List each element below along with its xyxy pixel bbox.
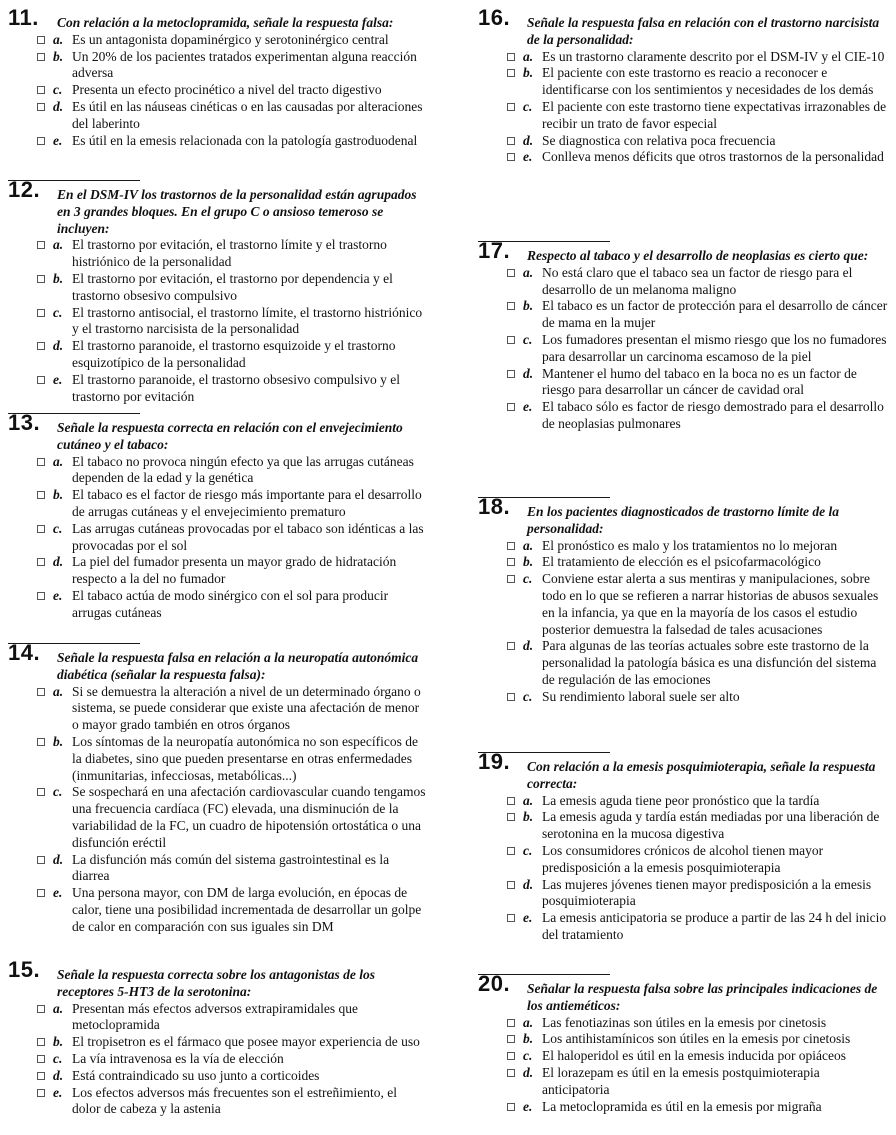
checkbox-icon[interactable]	[37, 458, 45, 466]
answer-option-14-1[interactable]	[8, 684, 428, 734]
option-letter: b.	[53, 487, 64, 503]
question-header	[478, 494, 890, 538]
answer-option-12-4[interactable]	[8, 338, 428, 372]
checkbox-icon[interactable]	[507, 137, 515, 145]
question-16	[478, 5, 890, 166]
option-letter: c.	[53, 304, 63, 320]
checkbox-icon[interactable]	[507, 542, 515, 550]
option-text: El trastorno paranoide, el trastorno obsesivo compulsivo y el trastorno por evitación	[72, 371, 401, 404]
option-text: Conlleva menos déficits que otros trastornos de la personalidad	[542, 149, 884, 165]
answer-option-14-2[interactable]	[8, 734, 428, 784]
option-letter: d.	[53, 338, 64, 354]
option-letter: d.	[523, 132, 534, 148]
option-letter: c.	[523, 571, 533, 587]
checkbox-icon[interactable]	[37, 1005, 45, 1013]
option-text: El tabaco no provoca ningún efecto ya que las arrugas cutáneas dependen de la edad y la genética	[72, 453, 414, 486]
option-letter: e.	[53, 132, 63, 148]
option-text: La metoclopramida es útil en la emesis por migraña	[542, 1098, 822, 1114]
option-text: Un 20% de los pacientes tratados experimentan alguna reacción adversa	[72, 48, 417, 81]
option-text: Mantener el humo del tabaco en la boca no es un factor de riesgo para desarrollar un cáncer de cavidad oral	[542, 365, 857, 398]
option-letter: e.	[523, 399, 533, 415]
checkbox-icon[interactable]	[37, 275, 45, 283]
option-text: El haloperidol es útil en la emesis inducida por opiáceos	[542, 1048, 847, 1064]
option-text: Los fumadores presentan el mismo riesgo que los no fumadores para desarrollar un carcinoma escamoso de la piel	[542, 331, 887, 364]
option-text: El trastorno paranoide, el trastorno esquizoide y el trastorno esquizotípico de la personalidad	[72, 338, 396, 370]
checkbox-icon[interactable]	[507, 69, 515, 77]
option-list	[8, 237, 428, 405]
answer-option-18-2[interactable]	[478, 554, 890, 571]
option-text: El lorazepam es útil en la emesis postquimioterapia anticipatoria	[542, 1064, 820, 1097]
answer-option-20-3[interactable]	[478, 1048, 890, 1065]
option-text: Conviene estar alerta a sus mentiras y manipulaciones, sobre todo en lo que se refieren a narrar historias de abusos sexuales en la infancia, ya que en la mayoría de los casos el estudio posterior demuestra la falsedad de tales acusaciones	[542, 571, 879, 637]
option-letter: b.	[523, 298, 534, 314]
checkbox-icon[interactable]	[37, 103, 45, 111]
checkbox-icon[interactable]	[37, 1055, 45, 1063]
answer-option-12-3[interactable]	[8, 305, 428, 339]
option-text: El paciente con este trastorno tiene expectativas irrazonables de recibir un trato de favor especial	[542, 98, 887, 131]
option-list	[478, 538, 890, 706]
checkbox-icon[interactable]	[507, 269, 515, 277]
option-text: Una persona mayor, con DM de larga evolución, en épocas de calor, tiene una posibilidad incrementada de desarrollar un golpe de calor en comparación con sus iguales sin DM	[72, 885, 422, 934]
checkbox-icon[interactable]	[507, 336, 515, 344]
question-number: 19.	[478, 749, 511, 774]
answer-option-14-5[interactable]	[8, 885, 428, 935]
checkbox-icon[interactable]	[507, 797, 515, 805]
option-letter: b.	[523, 809, 534, 825]
option-text: Los síntomas de la neuropatía autonómica no son específicos de la diabetes, sino que pueden presentarse en otras enfermedades (inmunitarias, infecciosas, metabólicas...)	[72, 733, 419, 783]
checkbox-icon[interactable]	[507, 1069, 515, 1077]
answer-option-18-1[interactable]	[478, 538, 890, 555]
answer-option-15-4[interactable]	[8, 1068, 428, 1085]
question-header	[478, 971, 890, 1015]
checkbox-icon[interactable]	[507, 813, 515, 821]
answer-option-16-2[interactable]	[478, 65, 890, 99]
answer-option-19-4[interactable]	[478, 877, 890, 911]
question-stem: En los pacientes diagnosticados de trastorno límite de la personalidad:	[527, 504, 840, 536]
checkbox-icon[interactable]	[37, 376, 45, 384]
checkbox-icon[interactable]	[507, 103, 515, 111]
checkbox-icon[interactable]	[37, 525, 45, 533]
option-text: Las mujeres jóvenes tienen mayor predisposición a la emesis posquimioterapia	[542, 876, 872, 909]
question-number: 16.	[478, 5, 511, 30]
answer-option-18-4[interactable]	[478, 638, 890, 688]
option-text: El trastorno por evitación, el trastorno límite y el trastorno histriónico de la personalidad	[72, 237, 387, 270]
checkbox-icon[interactable]	[507, 403, 515, 411]
option-text: Se sospechará en una afectación cardiovascular cuando tengamos una frecuencia cardíaca (FC) elevada, una disminución de la variabilidad de la FC, un cuadro de hipotensión ortostática o una disfunción eréctil	[72, 784, 426, 850]
checkbox-icon[interactable]	[37, 1089, 45, 1097]
option-letter: a.	[53, 31, 64, 47]
answer-option-12-5[interactable]	[8, 372, 428, 406]
option-letter: d.	[523, 876, 534, 892]
answer-option-20-5[interactable]	[478, 1099, 890, 1116]
question-stem: Señalar la respuesta falsa sobre las principales indicaciones de los antieméticos:	[527, 981, 878, 1013]
option-text: Los consumidores crónicos de alcohol tienen mayor predisposición a la emesis posquimioterapia	[542, 842, 824, 875]
option-letter: c.	[523, 331, 533, 347]
answer-option-13-3[interactable]	[8, 521, 428, 555]
option-letter: a.	[53, 1000, 64, 1016]
option-list	[478, 1015, 890, 1116]
option-text: La vía intravenosa es la vía de elección	[72, 1050, 284, 1066]
option-text: Es útil en las náuseas cinéticas o en las causadas por alteraciones del laberinto	[72, 98, 423, 131]
answer-option-11-1[interactable]	[8, 32, 428, 49]
option-text: El paciente con este trastorno es reacio a reconocer e identificarse con los sentimientos y necesidades de los demás	[542, 65, 874, 98]
checkbox-icon[interactable]	[37, 36, 45, 44]
option-letter: a.	[523, 264, 534, 280]
option-letter: c.	[53, 520, 63, 536]
question-header	[8, 5, 428, 32]
checkbox-icon[interactable]	[507, 1035, 515, 1043]
option-text: La emesis aguda y tardía están mediadas por una liberación de serotonina en la mucosa digestiva	[542, 809, 880, 842]
answer-option-13-1[interactable]	[8, 454, 428, 488]
option-text: Está contraindicado su uso junto a corticoides	[72, 1067, 320, 1083]
question-header	[8, 177, 428, 237]
question-20	[478, 971, 890, 1115]
checkbox-icon[interactable]	[37, 592, 45, 600]
answer-option-19-3[interactable]	[478, 843, 890, 877]
checkbox-icon[interactable]	[37, 738, 45, 746]
checkbox-icon[interactable]	[37, 241, 45, 249]
option-letter: a.	[523, 792, 534, 808]
question-number: 12.	[8, 177, 41, 202]
option-list	[8, 684, 428, 936]
answer-option-12-2[interactable]	[8, 271, 428, 305]
option-letter: d.	[523, 638, 534, 654]
question-stem: En el DSM-IV los trastornos de la personalidad están agrupados en 3 grandes bloques. En el grupo C o ansioso temeroso se incluyen:	[57, 187, 417, 236]
checkbox-icon[interactable]	[37, 856, 45, 864]
question-stem: Señale la respuesta correcta sobre los antagonistas de los receptores 5-HT3 de la serotonina:	[57, 967, 376, 999]
question-number: 13.	[8, 410, 41, 435]
option-text: La piel del fumador presenta un mayor grado de hidratación respecto a la del no fumador	[72, 554, 397, 587]
checkbox-icon[interactable]	[37, 309, 45, 317]
option-text: Es útil en la emesis relacionada con la patología gastroduodenal	[72, 132, 418, 148]
option-text: El tabaco sólo es factor de riesgo demostrado para el desarrollo de neoplasias pulmonares	[542, 399, 884, 431]
option-letter: a.	[53, 453, 64, 469]
answer-option-19-1[interactable]	[478, 793, 890, 810]
checkbox-icon[interactable]	[507, 302, 515, 310]
option-letter: b.	[523, 65, 534, 81]
option-text: Para algunas de las teorías actuales sobre este trastorno de la personalidad la patología básica es una disfunción del sistema de regulación de las emociones	[542, 638, 877, 687]
option-list	[478, 793, 890, 944]
option-letter: e.	[523, 910, 533, 926]
checkbox-icon[interactable]	[507, 847, 515, 855]
answer-option-13-5[interactable]	[8, 588, 428, 622]
question-12	[8, 177, 428, 405]
option-text: Presentan más efectos adversos extrapiramidales que metoclopramida	[72, 1000, 359, 1033]
answer-option-14-3[interactable]	[8, 784, 428, 851]
checkbox-icon[interactable]	[507, 575, 515, 583]
option-list	[478, 265, 890, 433]
answer-option-15-3[interactable]	[8, 1051, 428, 1068]
answer-option-18-3[interactable]	[478, 571, 890, 638]
option-letter: c.	[53, 1050, 63, 1066]
option-text: El tabaco es el factor de riesgo más importante para el desarrollo de arrugas cutáneas y el envejecimiento prematuro	[72, 487, 422, 519]
answer-option-15-5[interactable]	[8, 1085, 428, 1119]
option-letter: d.	[53, 554, 64, 570]
option-letter: c.	[523, 1048, 533, 1064]
checkbox-icon[interactable]	[37, 788, 45, 796]
answer-option-16-3[interactable]	[478, 99, 890, 133]
option-text: El tratamiento de elección es el psicofarmacológico	[542, 554, 821, 570]
answer-option-13-4[interactable]	[8, 554, 428, 588]
option-letter: d.	[523, 1064, 534, 1080]
question-number: 17.	[478, 238, 511, 263]
question-header	[8, 957, 428, 1001]
option-list	[8, 32, 428, 150]
option-letter: d.	[53, 98, 64, 114]
answer-option-17-4[interactable]	[478, 366, 890, 400]
checkbox-icon[interactable]	[507, 1019, 515, 1027]
option-letter: b.	[523, 554, 534, 570]
checkbox-icon[interactable]	[507, 370, 515, 378]
option-text: La disfunción más común del sistema gastrointestinal es la diarrea	[72, 851, 390, 884]
option-letter: a.	[523, 48, 534, 64]
option-letter: b.	[523, 1031, 534, 1047]
option-letter: e.	[53, 885, 63, 901]
option-text: Es un antagonista dopaminérgico y serotoninérgico central	[72, 31, 389, 47]
option-text: El tabaco es un factor de protección para el desarrollo de cáncer de mama en la mujer	[542, 298, 888, 331]
answer-option-19-5[interactable]	[478, 910, 890, 944]
answer-option-20-4[interactable]	[478, 1065, 890, 1099]
question-14	[8, 640, 428, 936]
option-letter: d.	[53, 1067, 64, 1083]
checkbox-icon[interactable]	[37, 889, 45, 897]
question-17	[478, 238, 890, 433]
option-text: Si se demuestra la alteración a nivel de un determinado órgano o sistema, se puede considerar que existe una afectación de menor o mayor grado también en otros órganos	[72, 683, 421, 733]
checkbox-icon[interactable]	[507, 1103, 515, 1111]
checkbox-icon[interactable]	[507, 153, 515, 161]
question-number: 18.	[478, 494, 511, 519]
answer-option-14-4[interactable]	[8, 852, 428, 886]
question-number: 11.	[8, 5, 39, 30]
option-letter: e.	[53, 371, 63, 387]
checkbox-icon[interactable]	[37, 491, 45, 499]
answer-option-13-2[interactable]	[8, 487, 428, 521]
option-text: El tabaco actúa de modo sinérgico con el sol para producir arrugas cutáneas	[72, 587, 389, 620]
answer-option-20-2[interactable]	[478, 1031, 890, 1048]
option-letter: a.	[53, 237, 64, 253]
question-11	[8, 5, 428, 149]
option-text: Se diagnostica con relativa poca frecuencia	[542, 132, 776, 148]
option-letter: b.	[53, 270, 64, 286]
checkbox-icon[interactable]	[507, 1052, 515, 1060]
checkbox-icon[interactable]	[37, 1072, 45, 1080]
checkbox-icon[interactable]	[507, 53, 515, 61]
answer-option-16-1[interactable]	[478, 49, 890, 66]
option-text: El pronóstico es malo y los tratamientos no lo mejoran	[542, 537, 838, 553]
option-text: Los antihistamínicos son útiles en la emesis por cinetosis	[542, 1031, 851, 1047]
option-letter: e.	[523, 1098, 533, 1114]
answer-option-17-2[interactable]	[478, 298, 890, 332]
option-letter: a.	[53, 683, 64, 699]
option-text: Su rendimiento laboral suele ser alto	[542, 688, 740, 704]
question-header	[478, 238, 890, 265]
option-letter: b.	[53, 1034, 64, 1050]
answer-option-11-5[interactable]	[8, 133, 428, 150]
option-text: Es un trastorno claramente descrito por el DSM-IV y el CIE-10	[542, 48, 885, 64]
checkbox-icon[interactable]	[507, 914, 515, 922]
option-letter: c.	[53, 82, 63, 98]
answer-option-16-4[interactable]	[478, 133, 890, 150]
option-text: Los efectos adversos más frecuentes son el estreñimiento, el dolor de cabeza y la astenia	[72, 1084, 398, 1117]
question-stem: Respecto al tabaco y el desarrollo de neoplasias es cierto que:	[527, 248, 869, 263]
option-letter: c.	[523, 842, 533, 858]
option-list	[478, 49, 890, 167]
option-letter: d.	[53, 851, 64, 867]
answer-option-18-5[interactable]	[478, 689, 890, 706]
option-text: Las fenotiazinas son útiles en la emesis por cinetosis	[542, 1014, 827, 1030]
question-stem: Señale la respuesta falsa en relación a la neuropatía autonómica diabética (señalar la respuesta falsa):	[57, 650, 419, 682]
answer-option-19-2[interactable]	[478, 809, 890, 843]
question-stem: Señale la respuesta falsa en relación con el trastorno narcisista de la personalidad:	[527, 15, 880, 47]
option-letter: e.	[53, 587, 63, 603]
question-19	[478, 749, 890, 944]
option-letter: e.	[523, 149, 533, 165]
answer-option-11-2[interactable]	[8, 49, 428, 83]
option-text: El trastorno por evitación, el trastorno por dependencia y el trastorno obsesivo compulsivo	[72, 270, 393, 303]
checkbox-icon[interactable]	[507, 558, 515, 566]
option-letter: e.	[53, 1084, 63, 1100]
answer-option-17-3[interactable]	[478, 332, 890, 366]
checkbox-icon[interactable]	[37, 558, 45, 566]
answer-option-15-2[interactable]	[8, 1034, 428, 1051]
question-header	[478, 5, 890, 49]
question-15	[8, 957, 428, 1118]
checkbox-icon[interactable]	[37, 137, 45, 145]
answer-option-20-1[interactable]	[478, 1015, 890, 1032]
question-number: 15.	[8, 957, 41, 982]
question-18	[478, 494, 890, 706]
question-13	[8, 410, 428, 622]
option-letter: a.	[523, 1014, 534, 1030]
option-letter: b.	[53, 48, 64, 64]
option-letter: c.	[523, 688, 533, 704]
checkbox-icon[interactable]	[37, 342, 45, 350]
answer-option-17-1[interactable]	[478, 265, 890, 299]
option-text: El tropisetron es el fármaco que posee mayor experiencia de uso	[72, 1034, 420, 1050]
answer-option-11-3[interactable]	[8, 82, 428, 99]
answer-option-12-1[interactable]	[8, 237, 428, 271]
option-letter: c.	[523, 98, 533, 114]
checkbox-icon[interactable]	[507, 642, 515, 650]
option-letter: c.	[53, 784, 63, 800]
answer-option-11-4[interactable]	[8, 99, 428, 133]
option-list	[8, 454, 428, 622]
checkbox-icon[interactable]	[37, 86, 45, 94]
checkbox-icon[interactable]	[507, 881, 515, 889]
question-header	[8, 410, 428, 454]
option-letter: d.	[523, 365, 534, 381]
question-number: 20.	[478, 971, 511, 996]
answer-option-15-1[interactable]	[8, 1001, 428, 1035]
option-text: El trastorno antisocial, el trastorno límite, el trastorno histriónico y el trastorno narcisista de la personalidad	[72, 304, 423, 337]
option-letter: a.	[523, 537, 534, 553]
checkbox-icon[interactable]	[37, 1038, 45, 1046]
option-text: La emesis aguda tiene peor pronóstico que la tardía	[542, 792, 820, 808]
answer-option-16-5[interactable]	[478, 149, 890, 166]
option-text: Presenta un efecto procinético a nivel del tracto digestivo	[72, 82, 382, 98]
option-text: La emesis anticipatoria se produce a partir de las 24 h del inicio del tratamiento	[542, 910, 887, 942]
option-letter: b.	[53, 733, 64, 749]
option-text: No está claro que el tabaco sea un factor de riesgo para el desarrollo de un melanoma maligno	[542, 264, 853, 297]
question-header	[8, 640, 428, 684]
checkbox-icon[interactable]	[37, 688, 45, 696]
checkbox-icon[interactable]	[37, 53, 45, 61]
question-stem: Señale la respuesta correcta en relación con el envejecimiento cutáneo y el tabaco:	[57, 420, 403, 452]
question-stem: Con relación a la metoclopramida, señale la respuesta falsa:	[57, 15, 394, 30]
checkbox-icon[interactable]	[507, 693, 515, 701]
option-text: Las arrugas cutáneas provocadas por el tabaco son idénticas a las provocadas por el sol	[72, 520, 424, 553]
question-number: 14.	[8, 640, 41, 665]
question-stem: Con relación a la emesis posquimioterapia, señale la respuesta correcta:	[527, 759, 876, 791]
answer-option-17-5[interactable]	[478, 399, 890, 433]
option-list	[8, 1001, 428, 1119]
question-header	[478, 749, 890, 793]
